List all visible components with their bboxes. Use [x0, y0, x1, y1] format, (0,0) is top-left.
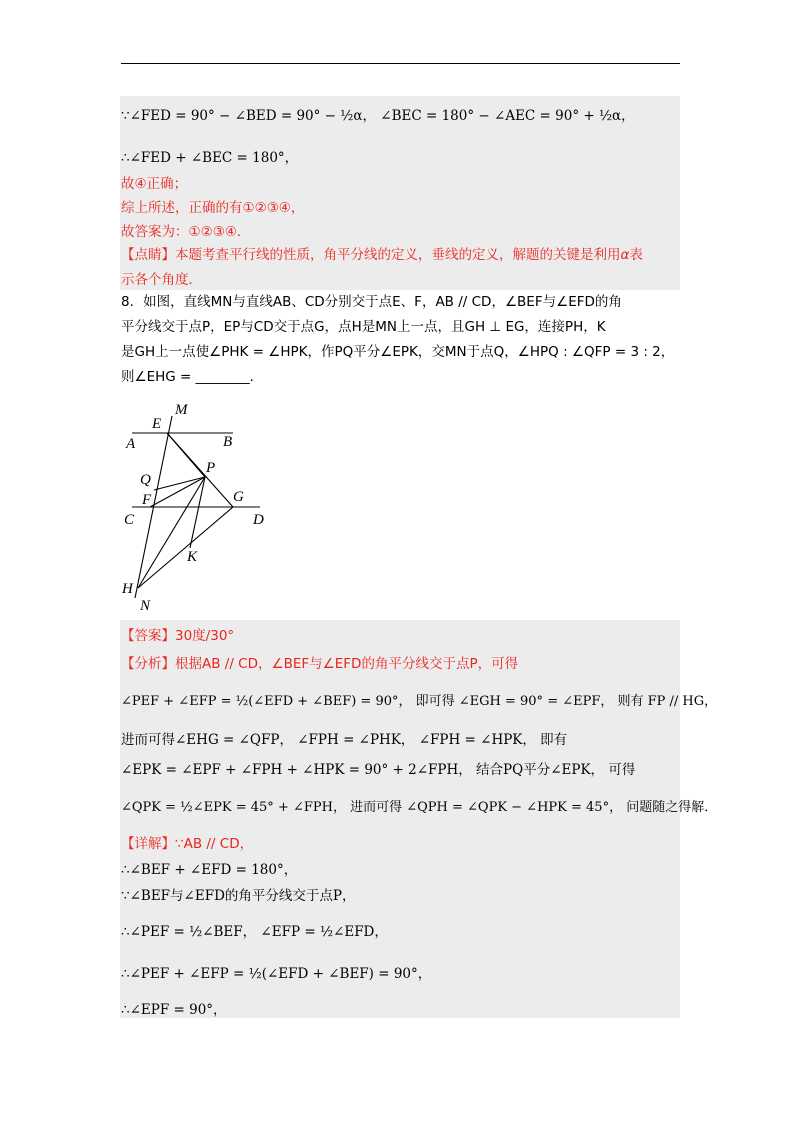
label-a: A [126, 436, 136, 452]
analysis-line: ∠PEF + ∠EFP = ½(∠EFD + ∠BEF) = 90°， 即可得 ∠EGH = 90° = ∠EPF， 则有 FP // HG， [121, 694, 718, 709]
question-8 [121, 290, 681, 390]
segment-eg [167, 433, 205, 477]
label-p: P [206, 460, 216, 476]
remark-line [121, 243, 643, 263]
analysis-line: ∠QPK = ½∠EPK = 45° + ∠FPH， 进而可得 ∠QPH = ∠QPK − ∠HPK = 45°， 问题随之得解． [121, 800, 718, 815]
analysis-line: ∠EPK = ∠EPF + ∠FPH + ∠HPK = 90° + 2∠FPH， 结合PQ平分∠EPK， 可得 [121, 762, 636, 778]
question-line: 8．如图，直线MN与直线AB、CD分别交于点E、F，AB // CD，∠BEF与∠EFD的角 [121, 294, 622, 310]
analysis-line: 【分析】根据AB // CD，∠BEF与∠EFD的角平分线交于点P，可得 [121, 656, 519, 672]
remark-text: 【点睛】本题考查平行线的性质，角平分线的定义，垂线的定义，解题的关键是利用 [121, 247, 621, 263]
label-c: C [124, 512, 135, 528]
question-line: 则∠EHG = ________． [121, 369, 264, 385]
detail-line: ∴∠BEF + ∠EFD = 180°， [121, 862, 298, 878]
remark-line: 示各个角度． [121, 272, 202, 288]
label-k: K [187, 549, 198, 565]
label-g: G [233, 489, 244, 505]
header-rule [121, 63, 680, 64]
label-h: H [122, 581, 133, 597]
detail-line: ∴∠PEF + ∠EFP = ½(∠EFD + ∠BEF) = 90°， [121, 966, 432, 982]
solution-line: 综上所述，正确的有①②③④， [121, 200, 305, 216]
label-b: B [223, 434, 233, 450]
solution-line: ∴∠FED + ∠BEC = 180°， [121, 150, 299, 166]
detail-line: ∴∠EPF = 90°， [121, 1002, 227, 1018]
detail-line: 【详解】∵AB // CD， [121, 836, 254, 852]
label-q: Q [140, 472, 151, 488]
label-f: F [142, 492, 152, 508]
geometry-figure [120, 400, 280, 615]
solution-line: 故答案为：①②③④． [121, 224, 251, 240]
label-n: N [140, 598, 151, 614]
label-e: E [152, 416, 162, 432]
label-m: M [175, 402, 188, 418]
remark-text-tail: 表 [629, 247, 643, 263]
detail-line: ∵∠BEF与∠EFD的角平分线交于点P， [121, 888, 356, 904]
segment-qp [154, 477, 205, 490]
question-line: 是GH上一点使∠PHK = ∠HPK，作PQ平分∠EPK，交MN于点Q，∠HPQ : ∠QFP = 3 : 2， [121, 344, 675, 360]
detail-line: ∴∠PEF = ½∠BEF， ∠EFP = ½∠EFD， [121, 924, 388, 940]
segment-gh [138, 507, 233, 588]
alpha-symbol: α [620, 247, 630, 263]
analysis-line: 进而可得∠EHG = ∠QFP， ∠FPH = ∠PHK， ∠FPH = ∠HPK， 即有 [121, 732, 568, 748]
answer-line: 【答案】30度/30° [121, 628, 235, 644]
label-d: D [253, 512, 264, 528]
solution-block-2 [120, 620, 680, 1018]
question-line: 平分线交于点P，EP与CD交于点G，点H是MN上一点，且GH ⊥ EG，连接PH，K [121, 319, 606, 335]
solution-line: 故④正确； [121, 176, 188, 192]
solution-line: ∵∠FED = 90° − ∠BED = 90° − ½α， ∠BEC = 180° − ∠AEC = 90° + ½α， [121, 108, 635, 124]
